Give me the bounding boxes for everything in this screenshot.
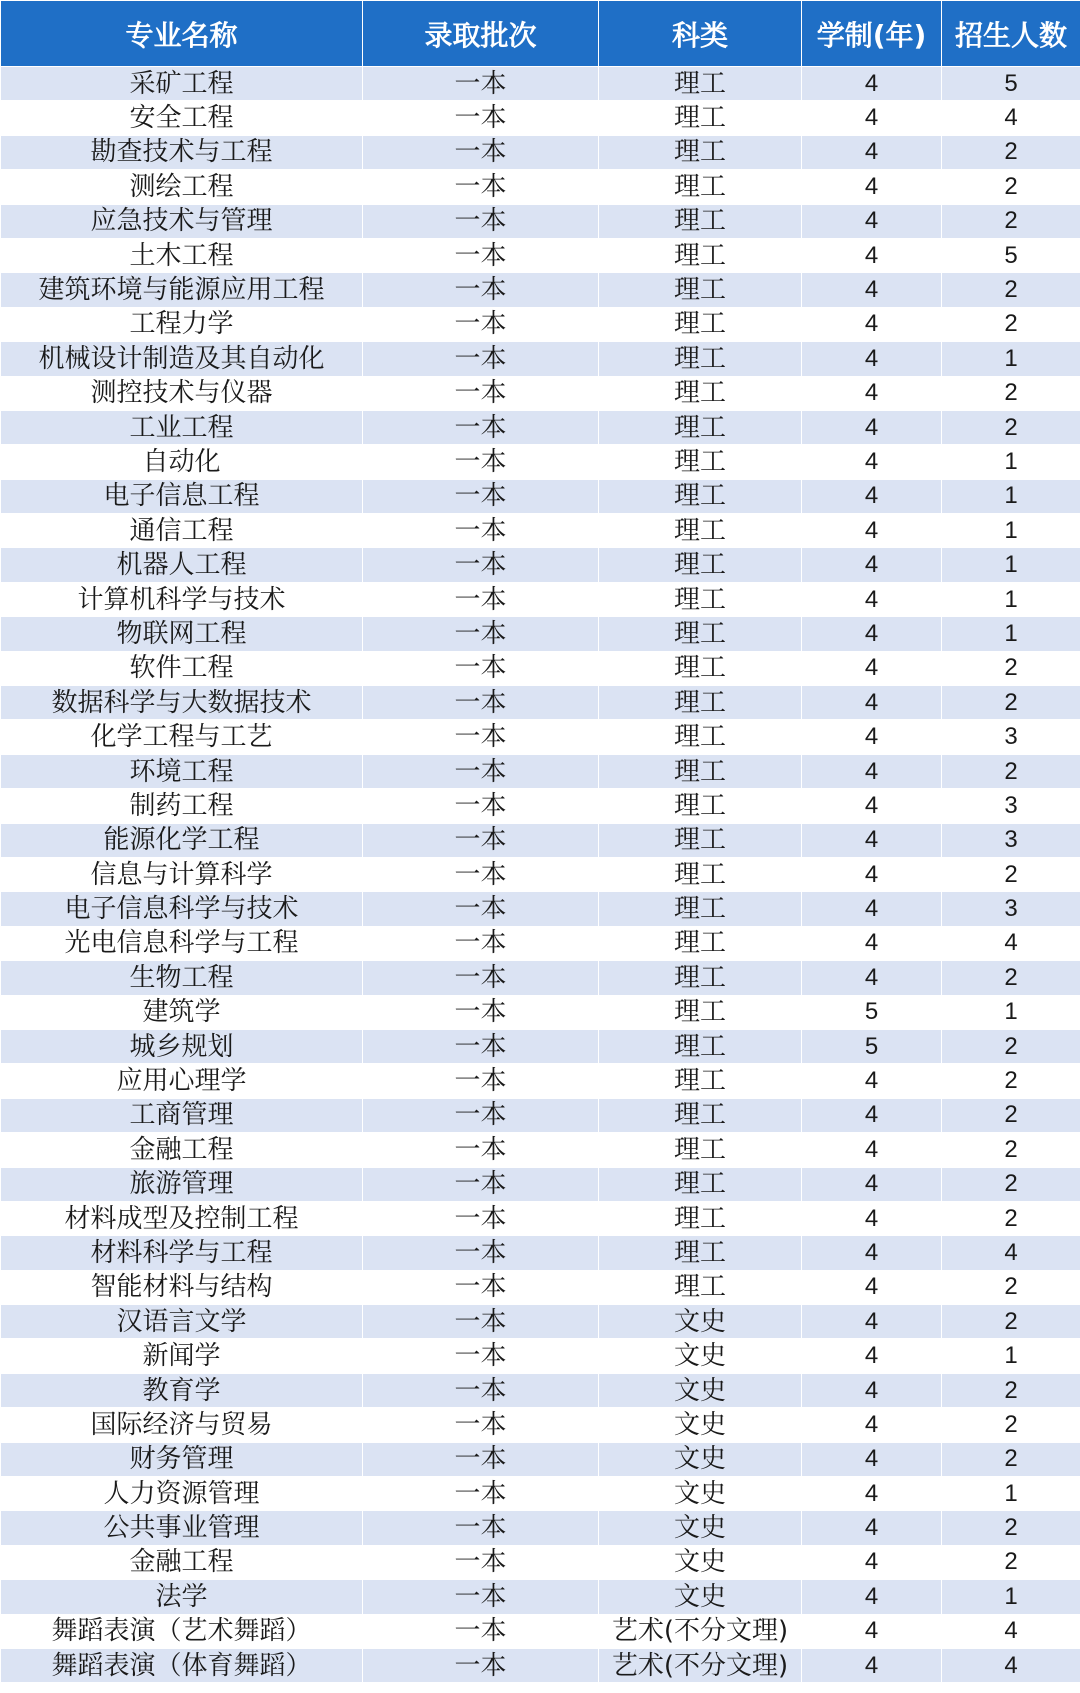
cell-admission-batch: 一本: [363, 995, 599, 1029]
cell-subject-category: 理工: [599, 170, 802, 204]
table-row: [1, 342, 1080, 376]
cell-study-years: 4: [802, 1167, 942, 1201]
cell-admission-batch: 一本: [363, 1511, 599, 1545]
cell-study-years: 4: [802, 1339, 942, 1373]
cell-enrollment-count: 5: [942, 67, 1080, 101]
table-row: [1, 1236, 1080, 1270]
table-row: [1, 823, 1080, 857]
cell-major-name: 自动化: [1, 445, 363, 479]
cell-enrollment-count: 1: [942, 1339, 1080, 1373]
table-row: [1, 1373, 1080, 1407]
header-enrollment-count: 招生人数: [942, 1, 1080, 67]
cell-study-years: 4: [802, 961, 942, 995]
table-row: [1, 307, 1080, 341]
cell-major-name: 公共事业管理: [1, 1511, 363, 1545]
cell-major-name: 电子信息工程: [1, 479, 363, 513]
cell-major-name: 环境工程: [1, 754, 363, 788]
cell-major-name: 计算机科学与技术: [1, 582, 363, 616]
cell-subject-category: 理工: [599, 548, 802, 582]
table-row: [1, 1545, 1080, 1579]
cell-subject-category: 理工: [599, 101, 802, 135]
cell-admission-batch: 一本: [363, 1408, 599, 1442]
cell-major-name: 舞蹈表演（艺术舞蹈）: [1, 1614, 363, 1648]
cell-admission-batch: 一本: [363, 1373, 599, 1407]
cell-enrollment-count: 4: [942, 1614, 1080, 1648]
cell-major-name: 制药工程: [1, 789, 363, 823]
table-row: [1, 1098, 1080, 1132]
cell-subject-category: 理工: [599, 514, 802, 548]
table-row: [1, 961, 1080, 995]
cell-enrollment-count: 3: [942, 892, 1080, 926]
table-row: [1, 926, 1080, 960]
cell-major-name: 材料科学与工程: [1, 1236, 363, 1270]
cell-major-name: 城乡规划: [1, 1029, 363, 1063]
cell-admission-batch: 一本: [363, 582, 599, 616]
cell-study-years: 4: [802, 1236, 942, 1270]
cell-admission-batch: 一本: [363, 789, 599, 823]
cell-subject-category: 理工: [599, 307, 802, 341]
cell-major-name: 人力资源管理: [1, 1477, 363, 1511]
cell-major-name: 安全工程: [1, 101, 363, 135]
cell-major-name: 应用心理学: [1, 1064, 363, 1098]
cell-enrollment-count: 4: [942, 926, 1080, 960]
table-row: [1, 1614, 1080, 1648]
cell-study-years: 4: [802, 410, 942, 444]
cell-study-years: 4: [802, 857, 942, 891]
cell-study-years: 5: [802, 1029, 942, 1063]
cell-study-years: 4: [802, 342, 942, 376]
cell-major-name: 新闻学: [1, 1339, 363, 1373]
cell-admission-batch: 一本: [363, 1201, 599, 1235]
cell-admission-batch: 一本: [363, 1133, 599, 1167]
cell-subject-category: 理工: [599, 720, 802, 754]
cell-study-years: 4: [802, 1477, 942, 1511]
cell-enrollment-count: 2: [942, 135, 1080, 169]
cell-admission-batch: 一本: [363, 1545, 599, 1579]
cell-study-years: 4: [802, 307, 942, 341]
cell-study-years: 4: [802, 1305, 942, 1339]
table-row: [1, 857, 1080, 891]
table-row: [1, 135, 1080, 169]
cell-study-years: 4: [802, 617, 942, 651]
cell-major-name: 舞蹈表演（体育舞蹈）: [1, 1648, 363, 1682]
cell-study-years: 4: [802, 1545, 942, 1579]
cell-admission-batch: 一本: [363, 273, 599, 307]
cell-admission-batch: 一本: [363, 1064, 599, 1098]
cell-admission-batch: 一本: [363, 857, 599, 891]
cell-subject-category: 艺术(不分文理): [599, 1648, 802, 1682]
cell-enrollment-count: 2: [942, 1167, 1080, 1201]
cell-major-name: 物联网工程: [1, 617, 363, 651]
cell-admission-batch: 一本: [363, 1614, 599, 1648]
cell-major-name: 机械设计制造及其自动化: [1, 342, 363, 376]
cell-major-name: 建筑环境与能源应用工程: [1, 273, 363, 307]
cell-admission-batch: 一本: [363, 548, 599, 582]
cell-admission-batch: 一本: [363, 1442, 599, 1476]
cell-subject-category: 理工: [599, 995, 802, 1029]
table-row: [1, 514, 1080, 548]
cell-admission-batch: 一本: [363, 823, 599, 857]
cell-study-years: 4: [802, 170, 942, 204]
cell-study-years: 4: [802, 1648, 942, 1682]
cell-subject-category: 文史: [599, 1580, 802, 1614]
cell-subject-category: 理工: [599, 754, 802, 788]
cell-subject-category: 理工: [599, 445, 802, 479]
cell-major-name: 工业工程: [1, 410, 363, 444]
cell-enrollment-count: 1: [942, 548, 1080, 582]
cell-subject-category: 理工: [599, 651, 802, 685]
table-row: [1, 789, 1080, 823]
table-row: [1, 686, 1080, 720]
table-row: [1, 410, 1080, 444]
table-row: [1, 204, 1080, 238]
cell-enrollment-count: 1: [942, 617, 1080, 651]
cell-major-name: 金融工程: [1, 1545, 363, 1579]
cell-subject-category: 理工: [599, 582, 802, 616]
cell-major-name: 化学工程与工艺: [1, 720, 363, 754]
table-row: [1, 1477, 1080, 1511]
cell-major-name: 法学: [1, 1580, 363, 1614]
cell-admission-batch: 一本: [363, 410, 599, 444]
table-row: [1, 892, 1080, 926]
cell-enrollment-count: 2: [942, 961, 1080, 995]
cell-subject-category: 理工: [599, 1201, 802, 1235]
table-row: [1, 1064, 1080, 1098]
table-row: [1, 1580, 1080, 1614]
cell-major-name: 测控技术与仪器: [1, 376, 363, 410]
cell-major-name: 建筑学: [1, 995, 363, 1029]
cell-major-name: 采矿工程: [1, 67, 363, 101]
table-row: [1, 1442, 1080, 1476]
cell-subject-category: 理工: [599, 1270, 802, 1304]
table-row: [1, 754, 1080, 788]
cell-enrollment-count: 2: [942, 1133, 1080, 1167]
cell-enrollment-count: 2: [942, 410, 1080, 444]
cell-admission-batch: 一本: [363, 1098, 599, 1132]
cell-major-name: 工程力学: [1, 307, 363, 341]
cell-admission-batch: 一本: [363, 686, 599, 720]
cell-admission-batch: 一本: [363, 101, 599, 135]
cell-subject-category: 理工: [599, 926, 802, 960]
cell-enrollment-count: 2: [942, 1373, 1080, 1407]
table-row: [1, 720, 1080, 754]
header-major-name: 专业名称: [1, 1, 363, 67]
cell-admission-batch: 一本: [363, 204, 599, 238]
cell-enrollment-count: 1: [942, 342, 1080, 376]
cell-subject-category: 理工: [599, 1029, 802, 1063]
cell-enrollment-count: 1: [942, 582, 1080, 616]
cell-enrollment-count: 5: [942, 238, 1080, 272]
cell-enrollment-count: 1: [942, 1580, 1080, 1614]
header-row: [1, 1, 1080, 67]
cell-admission-batch: 一本: [363, 67, 599, 101]
table-row: [1, 617, 1080, 651]
cell-admission-batch: 一本: [363, 1580, 599, 1614]
cell-major-name: 应急技术与管理: [1, 204, 363, 238]
cell-enrollment-count: 3: [942, 720, 1080, 754]
cell-enrollment-count: 2: [942, 754, 1080, 788]
cell-enrollment-count: 2: [942, 273, 1080, 307]
cell-study-years: 4: [802, 823, 942, 857]
cell-admission-batch: 一本: [363, 135, 599, 169]
cell-enrollment-count: 2: [942, 170, 1080, 204]
cell-enrollment-count: 4: [942, 101, 1080, 135]
cell-enrollment-count: 2: [942, 204, 1080, 238]
cell-subject-category: 理工: [599, 376, 802, 410]
cell-study-years: 4: [802, 651, 942, 685]
header-study-years: 学制(年): [802, 1, 942, 67]
cell-admission-batch: 一本: [363, 238, 599, 272]
cell-subject-category: 文史: [599, 1408, 802, 1442]
table-row: [1, 170, 1080, 204]
cell-admission-batch: 一本: [363, 1648, 599, 1682]
cell-enrollment-count: 4: [942, 1236, 1080, 1270]
cell-admission-batch: 一本: [363, 1270, 599, 1304]
cell-study-years: 4: [802, 1408, 942, 1442]
cell-major-name: 工商管理: [1, 1098, 363, 1132]
cell-major-name: 智能材料与结构: [1, 1270, 363, 1304]
cell-admission-batch: 一本: [363, 1236, 599, 1270]
cell-subject-category: 艺术(不分文理): [599, 1614, 802, 1648]
cell-study-years: 4: [802, 1270, 942, 1304]
cell-major-name: 材料成型及控制工程: [1, 1201, 363, 1235]
table-row: [1, 1167, 1080, 1201]
cell-admission-batch: 一本: [363, 1339, 599, 1373]
cell-admission-batch: 一本: [363, 1477, 599, 1511]
cell-study-years: 4: [802, 514, 942, 548]
cell-major-name: 通信工程: [1, 514, 363, 548]
cell-major-name: 国际经济与贸易: [1, 1408, 363, 1442]
cell-admission-batch: 一本: [363, 307, 599, 341]
table-row: [1, 582, 1080, 616]
cell-enrollment-count: 2: [942, 1408, 1080, 1442]
table-row: [1, 1648, 1080, 1682]
cell-enrollment-count: 3: [942, 789, 1080, 823]
cell-subject-category: 理工: [599, 686, 802, 720]
cell-study-years: 4: [802, 67, 942, 101]
cell-subject-category: 理工: [599, 1167, 802, 1201]
table-row: [1, 1511, 1080, 1545]
cell-admission-batch: 一本: [363, 445, 599, 479]
cell-study-years: 4: [802, 479, 942, 513]
cell-enrollment-count: 3: [942, 823, 1080, 857]
table-row: [1, 376, 1080, 410]
cell-admission-batch: 一本: [363, 514, 599, 548]
table-header: [1, 1, 1080, 67]
cell-admission-batch: 一本: [363, 926, 599, 960]
cell-study-years: 4: [802, 1373, 942, 1407]
cell-major-name: 软件工程: [1, 651, 363, 685]
table-row: [1, 273, 1080, 307]
cell-enrollment-count: 2: [942, 1029, 1080, 1063]
header-subject-category: 科类: [599, 1, 802, 67]
cell-enrollment-count: 2: [942, 1064, 1080, 1098]
cell-enrollment-count: 2: [942, 376, 1080, 410]
cell-enrollment-count: 4: [942, 1648, 1080, 1682]
cell-study-years: 4: [802, 1133, 942, 1167]
cell-subject-category: 理工: [599, 238, 802, 272]
cell-subject-category: 文史: [599, 1339, 802, 1373]
cell-subject-category: 理工: [599, 135, 802, 169]
cell-major-name: 数据科学与大数据技术: [1, 686, 363, 720]
cell-subject-category: 理工: [599, 410, 802, 444]
header-admission-batch: 录取批次: [363, 1, 599, 67]
cell-major-name: 教育学: [1, 1373, 363, 1407]
table-row: [1, 1201, 1080, 1235]
cell-study-years: 4: [802, 1614, 942, 1648]
cell-enrollment-count: 1: [942, 479, 1080, 513]
cell-enrollment-count: 2: [942, 1201, 1080, 1235]
table-row: [1, 548, 1080, 582]
cell-admission-batch: 一本: [363, 720, 599, 754]
cell-admission-batch: 一本: [363, 617, 599, 651]
cell-study-years: 4: [802, 1580, 942, 1614]
cell-subject-category: 文史: [599, 1442, 802, 1476]
cell-study-years: 4: [802, 892, 942, 926]
cell-study-years: 4: [802, 1064, 942, 1098]
cell-admission-batch: 一本: [363, 961, 599, 995]
cell-enrollment-count: 2: [942, 686, 1080, 720]
cell-study-years: 4: [802, 926, 942, 960]
cell-admission-batch: 一本: [363, 376, 599, 410]
cell-study-years: 5: [802, 995, 942, 1029]
cell-admission-batch: 一本: [363, 170, 599, 204]
cell-subject-category: 理工: [599, 342, 802, 376]
cell-subject-category: 理工: [599, 1064, 802, 1098]
cell-admission-batch: 一本: [363, 754, 599, 788]
cell-study-years: 4: [802, 1201, 942, 1235]
cell-major-name: 机器人工程: [1, 548, 363, 582]
cell-major-name: 旅游管理: [1, 1167, 363, 1201]
cell-study-years: 4: [802, 548, 942, 582]
cell-subject-category: 文史: [599, 1511, 802, 1545]
cell-subject-category: 理工: [599, 67, 802, 101]
cell-study-years: 4: [802, 445, 942, 479]
cell-admission-batch: 一本: [363, 651, 599, 685]
cell-enrollment-count: 1: [942, 514, 1080, 548]
cell-study-years: 4: [802, 1511, 942, 1545]
cell-study-years: 4: [802, 720, 942, 754]
cell-major-name: 生物工程: [1, 961, 363, 995]
cell-admission-batch: 一本: [363, 479, 599, 513]
table-row: [1, 1270, 1080, 1304]
cell-major-name: 金融工程: [1, 1133, 363, 1167]
cell-study-years: 4: [802, 101, 942, 135]
cell-enrollment-count: 1: [942, 1477, 1080, 1511]
cell-study-years: 4: [802, 582, 942, 616]
cell-study-years: 4: [802, 376, 942, 410]
cell-major-name: 财务管理: [1, 1442, 363, 1476]
cell-enrollment-count: 2: [942, 1442, 1080, 1476]
table-row: [1, 101, 1080, 135]
table-body: [1, 67, 1080, 1683]
cell-subject-category: 理工: [599, 823, 802, 857]
cell-major-name: 信息与计算科学: [1, 857, 363, 891]
cell-major-name: 电子信息科学与技术: [1, 892, 363, 926]
cell-enrollment-count: 2: [942, 857, 1080, 891]
cell-enrollment-count: 1: [942, 995, 1080, 1029]
cell-subject-category: 理工: [599, 857, 802, 891]
cell-major-name: 测绘工程: [1, 170, 363, 204]
table-row: [1, 1408, 1080, 1442]
cell-admission-batch: 一本: [363, 892, 599, 926]
cell-study-years: 4: [802, 789, 942, 823]
cell-enrollment-count: 2: [942, 1511, 1080, 1545]
table-row: [1, 67, 1080, 101]
cell-major-name: 勘查技术与工程: [1, 135, 363, 169]
table-row: [1, 479, 1080, 513]
cell-admission-batch: 一本: [363, 1029, 599, 1063]
cell-major-name: 光电信息科学与工程: [1, 926, 363, 960]
cell-enrollment-count: 2: [942, 1305, 1080, 1339]
cell-study-years: 4: [802, 273, 942, 307]
cell-subject-category: 理工: [599, 1236, 802, 1270]
cell-study-years: 4: [802, 754, 942, 788]
cell-enrollment-count: 2: [942, 1545, 1080, 1579]
cell-major-name: 土木工程: [1, 238, 363, 272]
cell-subject-category: 理工: [599, 204, 802, 238]
cell-study-years: 4: [802, 686, 942, 720]
cell-admission-batch: 一本: [363, 1167, 599, 1201]
table-row: [1, 1029, 1080, 1063]
cell-enrollment-count: 2: [942, 307, 1080, 341]
table-row: [1, 238, 1080, 272]
cell-subject-category: 理工: [599, 961, 802, 995]
cell-subject-category: 理工: [599, 1098, 802, 1132]
cell-subject-category: 理工: [599, 892, 802, 926]
cell-study-years: 4: [802, 204, 942, 238]
cell-study-years: 4: [802, 238, 942, 272]
cell-subject-category: 文史: [599, 1305, 802, 1339]
cell-subject-category: 理工: [599, 479, 802, 513]
cell-admission-batch: 一本: [363, 1305, 599, 1339]
cell-subject-category: 理工: [599, 789, 802, 823]
cell-subject-category: 文史: [599, 1545, 802, 1579]
cell-subject-category: 理工: [599, 273, 802, 307]
table-row: [1, 995, 1080, 1029]
cell-subject-category: 文史: [599, 1373, 802, 1407]
cell-study-years: 4: [802, 1098, 942, 1132]
cell-subject-category: 理工: [599, 617, 802, 651]
table-row: [1, 445, 1080, 479]
cell-study-years: 4: [802, 135, 942, 169]
cell-enrollment-count: 2: [942, 1270, 1080, 1304]
cell-subject-category: 理工: [599, 1133, 802, 1167]
cell-subject-category: 文史: [599, 1477, 802, 1511]
cell-enrollment-count: 1: [942, 445, 1080, 479]
cell-study-years: 4: [802, 1442, 942, 1476]
cell-major-name: 能源化学工程: [1, 823, 363, 857]
cell-enrollment-count: 2: [942, 1098, 1080, 1132]
cell-enrollment-count: 2: [942, 651, 1080, 685]
table-row: [1, 1133, 1080, 1167]
cell-major-name: 汉语言文学: [1, 1305, 363, 1339]
table-row: [1, 1339, 1080, 1373]
table-row: [1, 1305, 1080, 1339]
cell-admission-batch: 一本: [363, 342, 599, 376]
table-row: [1, 651, 1080, 685]
